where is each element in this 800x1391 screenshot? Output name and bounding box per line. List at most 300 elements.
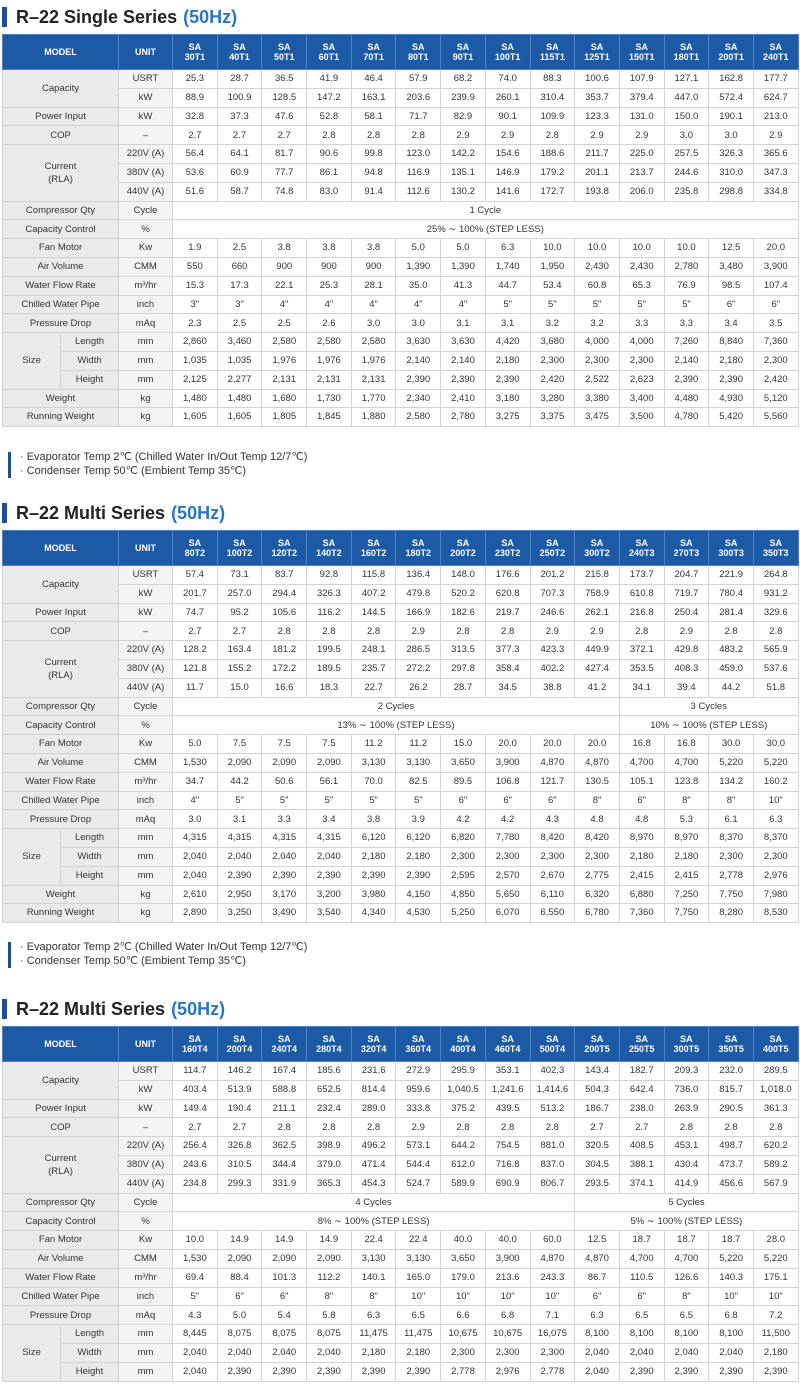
value-cell: 2.9 xyxy=(619,126,664,145)
value-cell: 6.5 xyxy=(619,1306,664,1325)
value-cell: 1,950 xyxy=(530,257,575,276)
value-cell: 16.8 xyxy=(664,735,709,754)
value-cell: 91.4 xyxy=(351,182,396,201)
value-cell: 2,580 xyxy=(351,333,396,352)
value-cell: 10" xyxy=(396,1287,441,1306)
value-cell: 70.0 xyxy=(351,772,396,791)
value-cell: 4,340 xyxy=(351,904,396,923)
value-cell: 123.0 xyxy=(396,145,441,164)
value-cell: 211.7 xyxy=(575,145,620,164)
value-cell: 8,840 xyxy=(709,333,754,352)
row-unit: mm xyxy=(119,829,173,848)
value-cell: 736.0 xyxy=(664,1080,709,1099)
value-cell: 2.5 xyxy=(262,314,307,333)
value-cell: 248.1 xyxy=(351,641,396,660)
value-cell: 1,740 xyxy=(485,257,530,276)
value-cell: 4" xyxy=(441,295,486,314)
model-name: SA 140T2 xyxy=(307,531,352,566)
value-cell: 8" xyxy=(307,1287,352,1306)
value-cell: 4,700 xyxy=(664,1249,709,1268)
value-cell: 2,778 xyxy=(530,1362,575,1381)
row-label: Compressor Qty xyxy=(3,201,119,220)
value-cell: 402.3 xyxy=(530,1062,575,1081)
table-row xyxy=(3,1287,799,1306)
row-unit: m³/hr xyxy=(119,772,173,791)
table-row xyxy=(3,163,799,182)
row-label: Pressure Drop xyxy=(3,314,119,333)
value-cell: 427.4 xyxy=(575,659,620,678)
value-cell: 209.3 xyxy=(664,1062,709,1081)
merged-value-cell: 8% ∼ 100% (STEP LESS) xyxy=(173,1212,575,1231)
value-cell: 8,075 xyxy=(262,1325,307,1344)
value-cell: 40.0 xyxy=(485,1231,530,1250)
value-cell: 2,131 xyxy=(262,370,307,389)
value-cell: 3,130 xyxy=(351,1249,396,1268)
row-label: Power Input xyxy=(3,1099,119,1118)
value-cell: 26.2 xyxy=(396,678,441,697)
value-cell: 407.2 xyxy=(351,584,396,603)
row-unit: kg xyxy=(119,885,173,904)
value-cell: 5.3 xyxy=(664,810,709,829)
value-cell: 3.0 xyxy=(351,314,396,333)
value-cell: 2,430 xyxy=(619,257,664,276)
value-cell: 182.6 xyxy=(441,603,486,622)
value-cell: 5" xyxy=(173,1287,218,1306)
value-cell: 243.3 xyxy=(530,1268,575,1287)
title-accent-bar xyxy=(2,7,7,27)
value-cell: 177.7 xyxy=(753,70,798,89)
value-cell: 3.1 xyxy=(217,810,262,829)
value-cell: 331.9 xyxy=(262,1174,307,1193)
value-cell: 4,315 xyxy=(262,829,307,848)
value-cell: 2.9 xyxy=(575,622,620,641)
value-cell: 1.9 xyxy=(173,239,218,258)
value-cell: 147.2 xyxy=(307,88,352,107)
value-cell: 299.3 xyxy=(217,1174,262,1193)
value-cell: 3,540 xyxy=(307,904,352,923)
value-cell: 2,140 xyxy=(441,351,486,370)
header-row xyxy=(3,1027,799,1062)
value-cell: 6" xyxy=(575,1287,620,1306)
value-cell: 105.1 xyxy=(619,772,664,791)
value-cell: 2,778 xyxy=(441,1362,486,1381)
value-cell: 2,390 xyxy=(217,866,262,885)
value-cell: 6,550 xyxy=(530,904,575,923)
value-cell: 496.2 xyxy=(351,1137,396,1156)
value-cell: 2,390 xyxy=(217,1362,262,1381)
model-name: SA 30T1 xyxy=(173,35,218,70)
row-unit: 440V (A) xyxy=(119,1174,173,1193)
value-cell: 22.7 xyxy=(351,678,396,697)
value-cell: 4,480 xyxy=(664,389,709,408)
value-cell: 11.2 xyxy=(351,735,396,754)
row-label: COP xyxy=(3,1118,119,1137)
value-cell: 199.5 xyxy=(307,641,352,660)
value-cell: 204.7 xyxy=(664,566,709,585)
value-cell: 7,750 xyxy=(664,904,709,923)
value-cell: 2,180 xyxy=(351,1343,396,1362)
value-cell: 128.2 xyxy=(173,641,218,660)
value-cell: 11,500 xyxy=(753,1325,798,1344)
value-cell: 3,280 xyxy=(530,389,575,408)
table-row xyxy=(3,370,799,389)
value-cell: 814.4 xyxy=(351,1080,396,1099)
value-cell: 8,075 xyxy=(217,1325,262,1344)
table-row xyxy=(3,829,799,848)
value-cell: 2,040 xyxy=(173,1362,218,1381)
value-cell: 18.7 xyxy=(619,1231,664,1250)
model-name: SA 400T5 xyxy=(753,1027,798,1062)
model-name: SA 60T1 xyxy=(307,35,352,70)
value-cell: 232.0 xyxy=(709,1062,754,1081)
value-cell: 1,390 xyxy=(441,257,486,276)
table-row xyxy=(3,566,799,585)
value-cell: 4,000 xyxy=(575,333,620,352)
value-cell: 5" xyxy=(619,295,664,314)
row-unit: 440V (A) xyxy=(119,678,173,697)
value-cell: 83.0 xyxy=(307,182,352,201)
value-cell: 326.3 xyxy=(709,145,754,164)
value-cell: 3,500 xyxy=(619,408,664,427)
value-cell: 7,360 xyxy=(619,904,664,923)
value-cell: 2,390 xyxy=(351,1362,396,1381)
model-name: SA 160T2 xyxy=(351,531,396,566)
row-unit: mm xyxy=(119,847,173,866)
value-cell: 74.8 xyxy=(262,182,307,201)
row-sub-label: Length xyxy=(61,333,119,352)
title-accent-bar xyxy=(2,503,7,523)
value-cell: 447.0 xyxy=(664,88,709,107)
value-cell: 2,040 xyxy=(217,1343,262,1362)
value-cell: 504.3 xyxy=(575,1080,620,1099)
value-cell: 221.9 xyxy=(709,566,754,585)
model-name: SA 80T1 xyxy=(396,35,441,70)
model-name: SA 200T2 xyxy=(441,531,486,566)
value-cell: 4,870 xyxy=(530,753,575,772)
value-cell: 206.0 xyxy=(619,182,664,201)
value-cell: 264.8 xyxy=(753,566,798,585)
table-row xyxy=(3,659,799,678)
value-cell: 2,390 xyxy=(709,370,754,389)
value-cell: 7,260 xyxy=(664,333,709,352)
value-cell: 3,630 xyxy=(396,333,441,352)
model-name: SA 240T3 xyxy=(619,531,664,566)
value-cell: 2,300 xyxy=(530,847,575,866)
value-cell: 3,130 xyxy=(396,1249,441,1268)
condition-notes xyxy=(8,450,708,478)
value-cell: 8" xyxy=(575,791,620,810)
row-label: Fan Motor xyxy=(3,239,119,258)
value-cell: 6.3 xyxy=(485,239,530,258)
table-row xyxy=(3,1306,799,1325)
section-title xyxy=(0,992,800,1026)
value-cell: 544.4 xyxy=(396,1155,441,1174)
value-cell: 6" xyxy=(485,791,530,810)
value-cell: 56.4 xyxy=(173,145,218,164)
value-cell: 4,870 xyxy=(575,753,620,772)
value-cell: 8,100 xyxy=(664,1325,709,1344)
value-cell: 1,035 xyxy=(173,351,218,370)
value-cell: 32.8 xyxy=(173,107,218,126)
value-cell: 573.1 xyxy=(396,1137,441,1156)
model-name: SA 150T1 xyxy=(619,35,664,70)
model-name: SA 360T4 xyxy=(396,1027,441,1062)
row-group-label: Size xyxy=(3,1325,61,1381)
value-cell: 90.1 xyxy=(485,107,530,126)
merged-value-cell: 10% ∼ 100% (STEP LESS) xyxy=(619,716,798,735)
value-cell: 1,976 xyxy=(307,351,352,370)
row-label: Chilled Water Pipe xyxy=(3,1287,119,1306)
row-unit: USRT xyxy=(119,566,173,585)
value-cell: 2.9 xyxy=(753,126,798,145)
value-cell: 1,680 xyxy=(262,389,307,408)
value-cell: 7,250 xyxy=(664,885,709,904)
value-cell: 6,780 xyxy=(575,904,620,923)
value-cell: 123.3 xyxy=(575,107,620,126)
value-cell: 2.5 xyxy=(217,314,262,333)
row-label: Capacity Control xyxy=(3,716,119,735)
value-cell: 589.2 xyxy=(753,1155,798,1174)
value-cell: 2,180 xyxy=(396,1343,441,1362)
value-cell: 56.1 xyxy=(307,772,352,791)
value-cell: 8" xyxy=(664,791,709,810)
table-row xyxy=(3,1118,799,1137)
value-cell: 94.8 xyxy=(351,163,396,182)
model-name: SA 250T2 xyxy=(530,531,575,566)
value-cell: 2.7 xyxy=(262,126,307,145)
value-cell: 2,090 xyxy=(262,1249,307,1268)
value-cell: 2,180 xyxy=(753,1343,798,1362)
value-cell: 2,390 xyxy=(307,866,352,885)
model-name: SA 280T4 xyxy=(307,1027,352,1062)
table-row xyxy=(3,772,799,791)
value-cell: 8,530 xyxy=(753,904,798,923)
value-cell: 5" xyxy=(664,295,709,314)
row-unit: USRT xyxy=(119,1062,173,1081)
value-cell: 5,220 xyxy=(709,753,754,772)
value-cell: 2,580 xyxy=(262,333,307,352)
row-label: Weight xyxy=(3,389,119,408)
value-cell: 126.6 xyxy=(664,1268,709,1287)
value-cell: 2,390 xyxy=(441,370,486,389)
section-frequency: (50Hz) xyxy=(171,502,226,523)
value-cell: 347.3 xyxy=(753,163,798,182)
value-cell: 163.4 xyxy=(217,641,262,660)
value-cell: 2.9 xyxy=(575,126,620,145)
value-cell: 44.2 xyxy=(217,772,262,791)
value-cell: 289.0 xyxy=(351,1099,396,1118)
value-cell: 15.0 xyxy=(217,678,262,697)
spec-section-1 xyxy=(0,0,800,427)
value-cell: 2,040 xyxy=(173,1343,218,1362)
spec-section-2 xyxy=(0,496,800,923)
section-title xyxy=(0,0,800,34)
row-label: Water Flow Rate xyxy=(3,276,119,295)
value-cell: 28.7 xyxy=(441,678,486,697)
value-cell: 44.7 xyxy=(485,276,530,295)
value-cell: 6" xyxy=(709,295,754,314)
row-group-label: Current (RLA) xyxy=(3,145,119,201)
value-cell: 3" xyxy=(173,295,218,314)
section-frequency: (50Hz) xyxy=(183,6,238,27)
value-cell: 2,040 xyxy=(262,847,307,866)
value-cell: 82.9 xyxy=(441,107,486,126)
value-cell: 430.4 xyxy=(664,1155,709,1174)
model-name: SA 90T1 xyxy=(441,35,486,70)
value-cell: 74.7 xyxy=(173,603,218,622)
value-cell: 4,000 xyxy=(619,333,664,352)
value-cell: 2,180 xyxy=(709,351,754,370)
value-cell: 281.4 xyxy=(709,603,754,622)
value-cell: 2,300 xyxy=(441,847,486,866)
value-cell: 213.6 xyxy=(485,1268,530,1287)
unit-header: UNIT xyxy=(119,1027,173,1062)
table-row xyxy=(3,276,799,295)
value-cell: 5" xyxy=(530,295,575,314)
value-cell: 3,130 xyxy=(351,753,396,772)
value-cell: 3,460 xyxy=(217,333,262,352)
value-cell: 900 xyxy=(351,257,396,276)
value-cell: 4,315 xyxy=(307,829,352,848)
value-cell: 3,180 xyxy=(485,389,530,408)
value-cell: 28.7 xyxy=(217,70,262,89)
model-name: SA 120T2 xyxy=(262,531,307,566)
row-unit: 440V (A) xyxy=(119,182,173,201)
value-cell: 2,390 xyxy=(307,1362,352,1381)
value-cell: 2,670 xyxy=(530,866,575,885)
value-cell: 8,100 xyxy=(575,1325,620,1344)
value-cell: 2.8 xyxy=(351,622,396,641)
value-cell: 28.0 xyxy=(753,1231,798,1250)
table-row xyxy=(3,791,799,810)
value-cell: 10.0 xyxy=(173,1231,218,1250)
row-label: Water Flow Rate xyxy=(3,1268,119,1287)
value-cell: 30.0 xyxy=(709,735,754,754)
row-unit: 380V (A) xyxy=(119,1155,173,1174)
value-cell: 10" xyxy=(753,1287,798,1306)
value-cell: 372.1 xyxy=(619,641,664,660)
value-cell: 235.7 xyxy=(351,659,396,678)
value-cell: 353.5 xyxy=(619,659,664,678)
value-cell: 8,445 xyxy=(173,1325,218,1344)
value-cell: 18.3 xyxy=(307,678,352,697)
value-cell: 146.2 xyxy=(217,1062,262,1081)
value-cell: 320.5 xyxy=(575,1137,620,1156)
value-cell: 131.0 xyxy=(619,107,664,126)
value-cell: 572.4 xyxy=(709,88,754,107)
value-cell: 5" xyxy=(575,295,620,314)
value-cell: 471.4 xyxy=(351,1155,396,1174)
value-cell: 35.0 xyxy=(396,276,441,295)
value-cell: 374.1 xyxy=(619,1174,664,1193)
row-unit: Cycle xyxy=(119,201,173,220)
unit-header: UNIT xyxy=(119,531,173,566)
value-cell: 20.0 xyxy=(753,239,798,258)
value-cell: 2,040 xyxy=(575,1343,620,1362)
value-cell: 20.0 xyxy=(575,735,620,754)
value-cell: 479.8 xyxy=(396,584,441,603)
value-cell: 379.4 xyxy=(619,88,664,107)
value-cell: 4,780 xyxy=(664,408,709,427)
value-cell: 2,090 xyxy=(307,1249,352,1268)
value-cell: 6,820 xyxy=(441,829,486,848)
value-cell: 2.8 xyxy=(396,126,441,145)
value-cell: 4" xyxy=(173,791,218,810)
value-cell: 98.5 xyxy=(709,276,754,295)
value-cell: 5.4 xyxy=(262,1306,307,1325)
value-cell: 41.3 xyxy=(441,276,486,295)
table-row xyxy=(3,678,799,697)
value-cell: 28.1 xyxy=(351,276,396,295)
value-cell: 57.9 xyxy=(396,70,441,89)
value-cell: 250.4 xyxy=(664,603,709,622)
value-cell: 2,040 xyxy=(262,1343,307,1362)
value-cell: 4" xyxy=(351,295,396,314)
table-row xyxy=(3,1249,799,1268)
value-cell: 15.3 xyxy=(173,276,218,295)
value-cell: 6" xyxy=(530,791,575,810)
model-name: SA 125T1 xyxy=(575,35,620,70)
value-cell: 3.8 xyxy=(351,810,396,829)
row-unit: CMM xyxy=(119,753,173,772)
merged-value-cell: 2 Cycles xyxy=(173,697,620,716)
value-cell: 101.3 xyxy=(262,1268,307,1287)
row-unit: kW xyxy=(119,1080,173,1099)
table-row xyxy=(3,107,799,126)
value-cell: 8,100 xyxy=(709,1325,754,1344)
value-cell: 6.3 xyxy=(351,1306,396,1325)
row-unit: mm xyxy=(119,1362,173,1381)
value-cell: 3,275 xyxy=(485,408,530,427)
row-label: Air Volume xyxy=(3,1249,119,1268)
value-cell: 3.8 xyxy=(307,239,352,258)
value-cell: 2,300 xyxy=(753,351,798,370)
value-cell: 3.0 xyxy=(396,314,441,333)
value-cell: 140.3 xyxy=(709,1268,754,1287)
value-cell: 4.2 xyxy=(441,810,486,829)
value-cell: 365.3 xyxy=(307,1174,352,1193)
value-cell: 8,100 xyxy=(619,1325,664,1344)
row-label: Chilled Water Pipe xyxy=(3,791,119,810)
value-cell: 7.2 xyxy=(753,1306,798,1325)
value-cell: 14.9 xyxy=(307,1231,352,1250)
value-cell: 2,040 xyxy=(307,1343,352,1362)
value-cell: 456.6 xyxy=(709,1174,754,1193)
row-unit: 220V (A) xyxy=(119,641,173,660)
row-unit: 380V (A) xyxy=(119,163,173,182)
value-cell: 4" xyxy=(396,295,441,314)
value-cell: 2.7 xyxy=(173,622,218,641)
value-cell: 6.5 xyxy=(664,1306,709,1325)
value-cell: 22.4 xyxy=(396,1231,441,1250)
value-cell: 243.6 xyxy=(173,1155,218,1174)
value-cell: 201.7 xyxy=(173,584,218,603)
table-row xyxy=(3,1080,799,1099)
value-cell: 51.6 xyxy=(173,182,218,201)
value-cell: 188.6 xyxy=(530,145,575,164)
value-cell: 473.7 xyxy=(709,1155,754,1174)
value-cell: 2,570 xyxy=(485,866,530,885)
value-cell: 3,900 xyxy=(485,753,530,772)
value-cell: 707.3 xyxy=(530,584,575,603)
value-cell: 99.8 xyxy=(351,145,396,164)
value-cell: 20.0 xyxy=(485,735,530,754)
value-cell: 449.9 xyxy=(575,641,620,660)
value-cell: 186.7 xyxy=(575,1099,620,1118)
value-cell: 15.0 xyxy=(441,735,486,754)
table-row xyxy=(3,220,799,239)
value-cell: 77.7 xyxy=(262,163,307,182)
